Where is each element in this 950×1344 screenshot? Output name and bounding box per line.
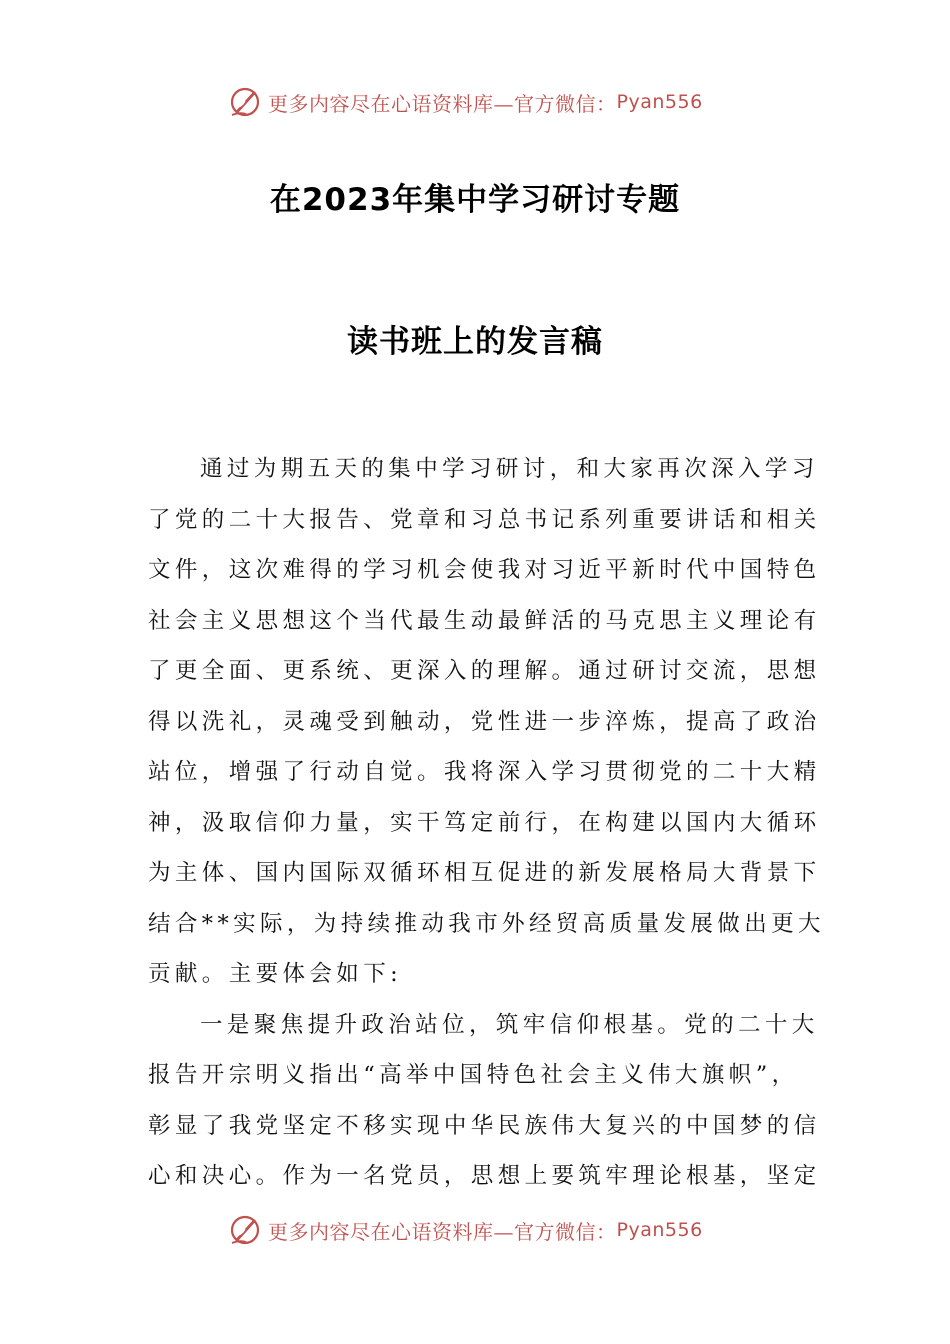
body-line: 一是聚焦提升政治站位，筑牢信仰根基。党的二十大 [200,1011,819,1038]
body-line: 通过为期五天的集中学习研讨，和大家再次深入学习 [200,456,819,482]
quill-logo-icon [228,1213,262,1247]
watermark-wechat-id: Pyan556 [616,1219,703,1241]
body-line: 神，汲取信仰力量，实干笃定前行，在构建以国内大循环 [148,809,821,836]
header-watermark [228,82,703,122]
body-line: 得以洗礼，灵魂受到触动，党性进一步淬炼，提高了政治 [148,708,821,735]
document-title-line-1: 在2023年集中学习研讨专题 [269,182,681,218]
body-line: 贡献。主要体会如下: [148,961,403,987]
body-line: 彰显了我党坚定不移实现中华民族伟大复兴的中国梦的信 [148,1112,821,1139]
body-line: 社会主义思想这个当代最生动最鲜活的马克思主义理论有 [148,607,821,634]
body-line: 了党的二十大报告、党章和习总书记系列重要讲话和相关 [148,506,821,533]
watermark-wechat-id: Pyan556 [616,91,703,113]
watermark-text: 更多内容尽在心语资料库—官方微信： [268,91,617,116]
body-line: 结合**实际，为持续推动我市外经贸高质量发展做出更大 [148,910,825,937]
document-body [148,444,825,1202]
body-line: 站位，增强了行动自觉。我将深入学习贯彻党的二十大精 [148,759,821,785]
body-line: 心和决心。作为一名党员，思想上要筑牢理论根基，坚定 [148,1163,821,1189]
body-line: 为主体、国内国际双循环相互促进的新发展格局大背景下 [148,860,821,886]
body-line: 了更全面、更系统、更深入的理解。通过研讨交流，思想 [148,658,821,684]
document-title-line-2: 读书班上的发言稿 [347,324,603,360]
watermark-text: 更多内容尽在心语资料库—官方微信： [268,1219,617,1244]
body-line: 报告开宗明义指出“高举中国特色社会主义伟大旗帜”， [148,1062,799,1088]
quill-logo-icon [228,85,262,119]
body-line: 文件，这次难得的学习机会使我对习近平新时代中国特色 [148,557,821,583]
footer-watermark [228,1210,703,1250]
